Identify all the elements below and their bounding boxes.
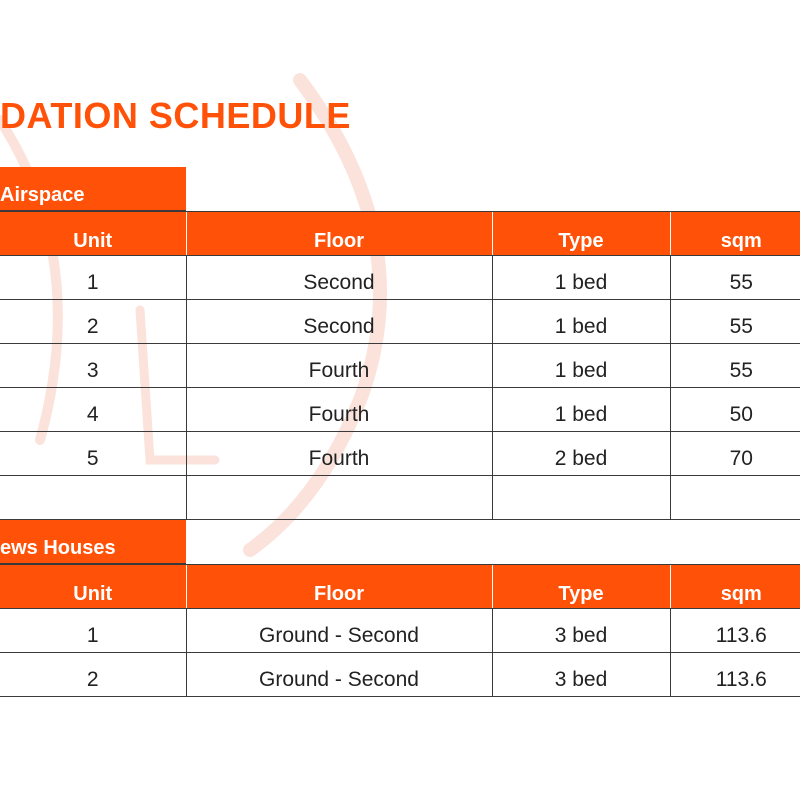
- table-row: [0, 344, 800, 388]
- table-header-row: [0, 565, 800, 609]
- cell-unit: [0, 476, 186, 520]
- cell-unit: 5: [0, 432, 186, 476]
- table-row-empty: [0, 476, 800, 520]
- cell-floor: Fourth: [186, 432, 492, 476]
- cell-floor: Fourth: [186, 344, 492, 388]
- airspace-table: [0, 211, 800, 520]
- table-row: [0, 609, 800, 653]
- cell-unit: 1: [0, 609, 186, 653]
- cell-floor: Second: [186, 300, 492, 344]
- cell-unit: 3: [0, 344, 186, 388]
- cell-floor: Ground - Second: [186, 609, 492, 653]
- cell-floor: Ground - Second: [186, 653, 492, 697]
- cell-sqm: [670, 476, 800, 520]
- cell-sqm: 70: [670, 432, 800, 476]
- column-header-unit: Unit: [0, 565, 186, 609]
- section-label-airspace: Airspace: [0, 167, 186, 211]
- cell-sqm: 50: [670, 388, 800, 432]
- section-label-mews-houses: ews Houses: [0, 520, 186, 564]
- cell-sqm: 113.6: [670, 609, 800, 653]
- mews-houses-table: [0, 564, 800, 697]
- table-row: [0, 300, 800, 344]
- cell-floor: Second: [186, 256, 492, 300]
- cell-unit: 4: [0, 388, 186, 432]
- cell-type: 1 bed: [492, 300, 670, 344]
- column-header-sqm: sqm: [670, 212, 800, 256]
- cell-sqm: 113.6: [670, 653, 800, 697]
- cell-unit: 2: [0, 653, 186, 697]
- cell-floor: [186, 476, 492, 520]
- page-title: DATION SCHEDULE: [0, 95, 351, 136]
- column-header-unit: Unit: [0, 212, 186, 256]
- column-header-type: Type: [492, 565, 670, 609]
- cell-type: 3 bed: [492, 653, 670, 697]
- cell-type: [492, 476, 670, 520]
- cell-sqm: 55: [670, 256, 800, 300]
- column-header-type: Type: [492, 212, 670, 256]
- cell-sqm: 55: [670, 344, 800, 388]
- table-header-row: [0, 212, 800, 256]
- cell-unit: 1: [0, 256, 186, 300]
- cell-floor: Fourth: [186, 388, 492, 432]
- table-row: [0, 256, 800, 300]
- column-header-sqm: sqm: [670, 565, 800, 609]
- table-row: [0, 653, 800, 697]
- cell-type: 2 bed: [492, 432, 670, 476]
- column-header-floor: Floor: [186, 565, 492, 609]
- cell-type: 3 bed: [492, 609, 670, 653]
- cell-type: 1 bed: [492, 344, 670, 388]
- column-header-floor: Floor: [186, 212, 492, 256]
- cell-sqm: 55: [670, 300, 800, 344]
- cell-unit: 2: [0, 300, 186, 344]
- table-row: [0, 432, 800, 476]
- cell-type: 1 bed: [492, 256, 670, 300]
- table-row: [0, 388, 800, 432]
- cell-type: 1 bed: [492, 388, 670, 432]
